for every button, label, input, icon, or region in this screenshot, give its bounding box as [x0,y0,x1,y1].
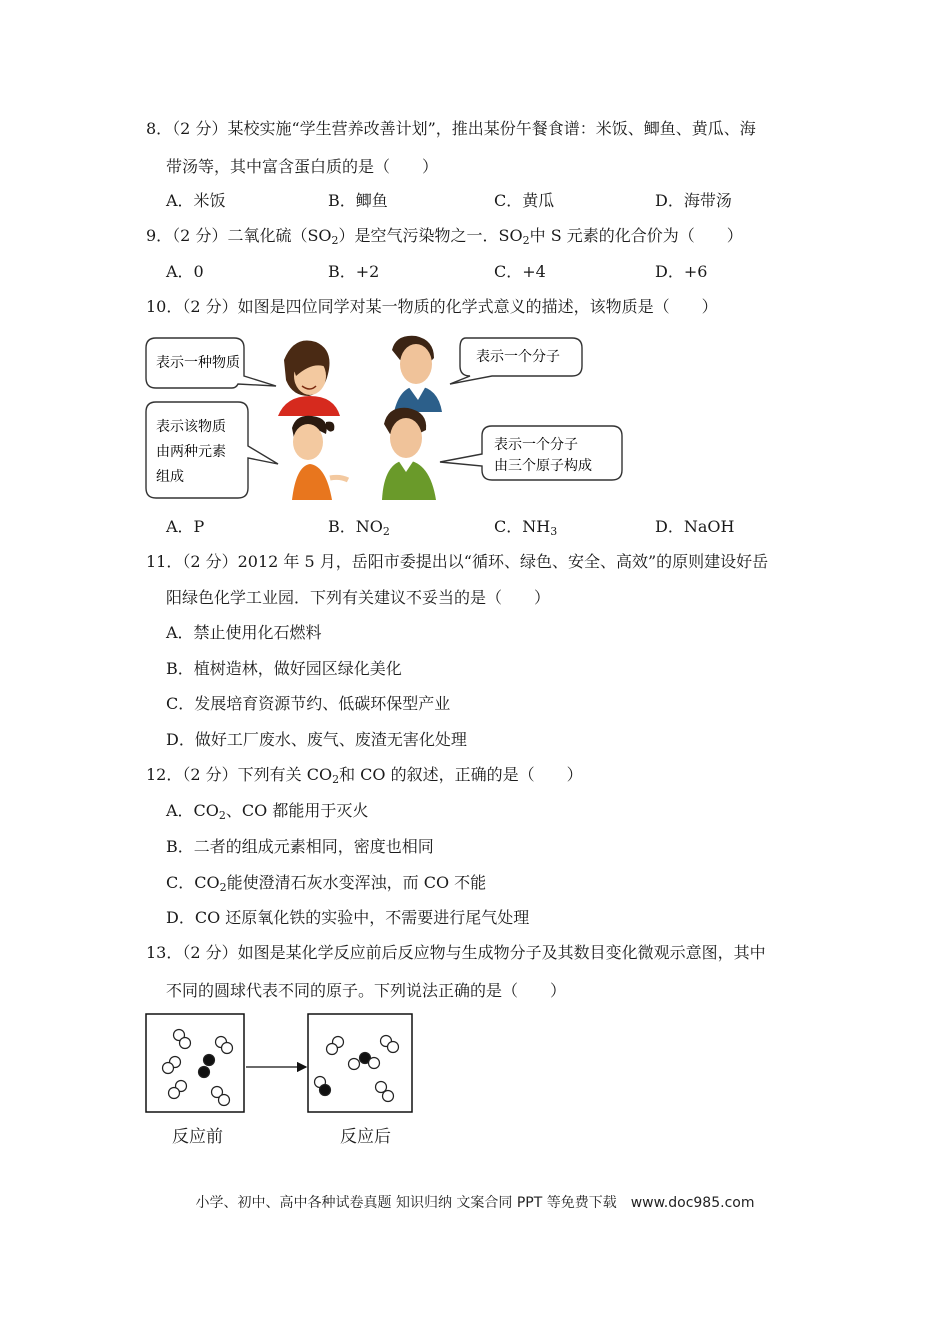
q9-sub1: 2 [331,234,339,247]
q12-option-a-post: 、CO 都能用于灭火 [225,801,369,820]
q8-stem-line2: 带汤等，其中富含蛋白质的是（ ） [166,157,439,176]
q12-option-a-sub: 2 [218,809,226,822]
q10-option-c [494,517,557,542]
student-figure-3 [292,416,348,500]
before-label: 反应前 [172,1127,223,1147]
q12-option-b: B．二者的组成元素相同，密度也相同 [166,837,434,856]
q11-stem-line1: 11．（2 分）2012 年 5 月，岳阳市委提出以“循环、绿色、安全、高效”的原则建设好岳 [146,552,769,571]
q12-option-a-pre: A．CO [166,801,219,820]
q12-option-c-pre: C．CO [166,873,220,892]
q8-option-b: B．鲫鱼 [328,191,388,210]
q8-option-d: D．海带汤 [655,191,732,210]
q9-stem-post: 中 S 元素的化合价为（ ） [529,226,743,245]
q12-stem [146,765,583,790]
q8-option-c: C．黄瓜 [494,191,555,210]
q11-option-b: B．植树造林，做好园区绿化美化 [166,659,402,678]
q9-stem-pre: 9．（2 分）二氧化硫（SO [146,226,332,245]
q10-stem: 10．（2 分）如图是四位同学对某一物质的化学式意义的描述，该物质是（ ） [146,297,718,316]
q12-option-a [166,801,368,826]
q11-option-c: C．发展培育资源节约、低碳环保型产业 [166,694,451,713]
speech-bubble-1 [146,338,276,388]
page-footer: 小学、初中、高中各种试卷真题 知识归纳 文案合同 PPT 等免费下载 www.doc985.com [195,1195,755,1211]
student-figure-1 [278,340,340,416]
speech-bubble-2 [450,338,582,384]
q9-option-c: C．+4 [494,262,546,281]
q10-figure [144,330,624,505]
q12-option-c-sub: 2 [219,881,227,894]
after-label: 反应后 [340,1127,391,1147]
student-figure-4 [382,408,436,500]
q12-option-c-post: 能使澄清石灰水变浑浊，而 CO 不能 [226,873,487,892]
q13-reaction-diagram [144,1012,416,1116]
bubble-text-7: 由三个原子构成 [494,458,592,474]
q12-stem-post: 和 CO 的叙述，正确的是（ ） [339,765,583,784]
q8-stem-line1: 8．（2 分）某校实施“学生营养改善计划”，推出某份午餐食谱：米饭、鲫鱼、黄瓜、海 [146,119,756,138]
q9-option-d: D．+6 [655,262,708,281]
q10-option-d: D．NaOH [655,517,735,536]
bubble-text-5: 组成 [156,469,184,485]
q10-option-c-sub: 3 [550,525,558,538]
q12-stem-pre: 12．（2 分）下列有关 CO [146,765,333,784]
q8-option-a: A．米饭 [166,191,226,210]
speech-bubble-5 [440,426,622,480]
q10-option-c-text: C．NH [494,517,551,536]
bubble-text-3: 表示该物质 [156,419,226,435]
q10-option-a: A．P [166,517,205,536]
q9-option-b: B．+2 [328,262,380,281]
student-figure-2 [392,336,442,412]
q10-option-b [328,517,390,542]
bubble-text-2: 表示一个分子 [476,349,560,365]
q13-stem-line1: 13．（2 分）如图是某化学反应前后反应物与生成物分子及其数目变化微观示意图，其中 [146,943,766,962]
q10-option-b-text: B．NO [328,517,383,536]
bubble-text-4: 由两种元素 [156,444,226,460]
q12-option-c [166,873,486,898]
q12-stem-sub: 2 [332,773,340,786]
q11-option-a: A．禁止使用化石燃料 [166,623,322,642]
q11-option-d: D．做好工厂废水、废气、废渣无害化处理 [166,730,467,749]
q13-stem-line2: 不同的圆球代表不同的原子。下列说法正确的是（ ） [166,981,567,1000]
q11-stem-line2: 阳绿色化学工业园．下列有关建议不妥当的是（ ） [166,588,551,607]
q9-sub2: 2 [522,234,530,247]
q9-option-a: A．0 [166,262,204,281]
bubble-text-6: 表示一个分子 [494,437,578,453]
q9-stem-mid: ）是空气污染物之一．SO [338,226,523,245]
speech-bubble-3 [146,402,278,498]
q12-option-d: D．CO 还原氧化铁的实验中，不需要进行尾气处理 [166,908,530,927]
bubble-text-1: 表示一种物质 [156,355,240,371]
q9-stem [146,226,743,251]
q10-option-b-sub: 2 [382,525,390,538]
